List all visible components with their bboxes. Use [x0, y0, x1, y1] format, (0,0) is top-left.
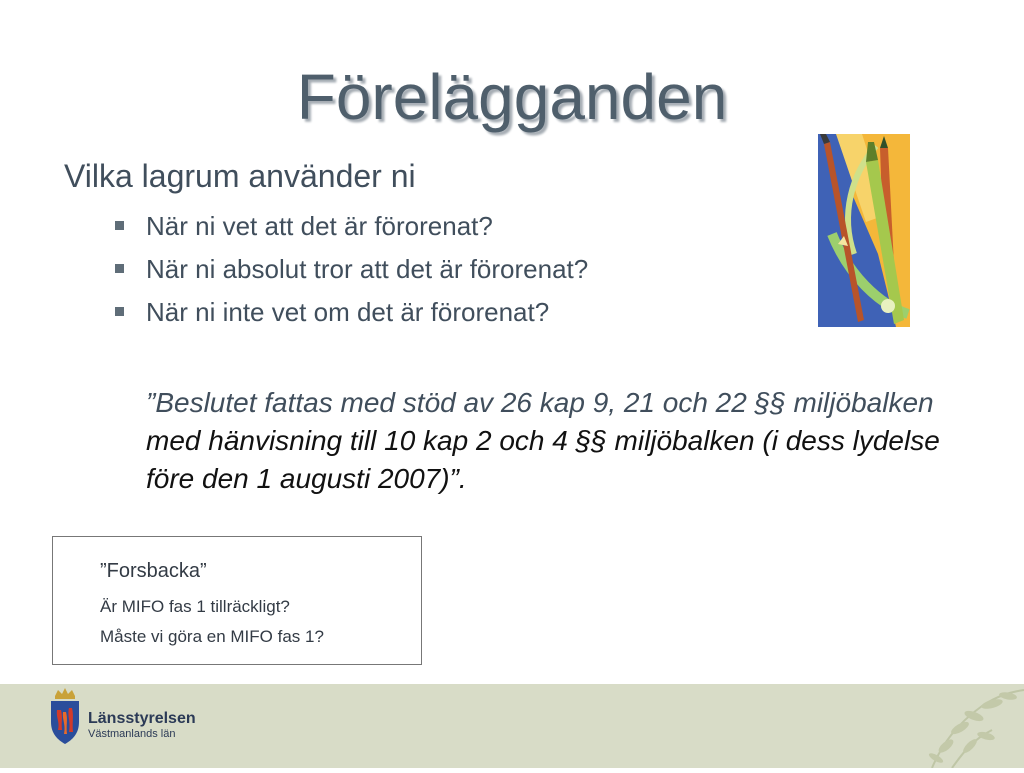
leaf-branch-icon [912, 684, 1024, 768]
slide-heading: Vilka lagrum använder ni [64, 158, 416, 194]
bullet-text: När ni inte vet om det är förorenat? [146, 297, 550, 327]
info-box [52, 536, 422, 665]
pen-clipart-icon [818, 134, 910, 327]
info-title: ”Forsbacka” [100, 560, 207, 582]
footer-bar [0, 684, 1024, 768]
bullet-item [112, 292, 588, 335]
info-question-1: Är MIFO fas 1 tillräckligt? [100, 597, 290, 616]
slide-title: Förelägganden [296, 61, 728, 133]
quote-part-2: med hänvisning till 10 kap 2 och 4 §§ miljöbalken (i dess lydelse före den 1 augusti 2007)”. [146, 425, 940, 494]
bullet-text: När ni vet att det är förorenat? [146, 211, 493, 241]
square-bullet-icon [115, 307, 124, 316]
bullet-item [112, 249, 588, 292]
info-question-2: Måste vi göra en MIFO fas 1? [100, 627, 324, 646]
coat-of-arms-icon [48, 688, 82, 746]
legal-quote [146, 384, 976, 498]
bullet-list [112, 206, 588, 335]
org-name: Länsstyrelsen [88, 710, 196, 727]
bullet-item [112, 206, 588, 249]
bullet-text: När ni absolut tror att det är förorenat? [146, 254, 589, 284]
square-bullet-icon [115, 221, 124, 230]
square-bullet-icon [115, 264, 124, 273]
org-subtitle: Västmanlands län [88, 728, 176, 740]
quote-part-1: ”Beslutet fattas med stöd av 26 kap 9, 21 och 22 §§ miljöbalken [146, 387, 934, 418]
